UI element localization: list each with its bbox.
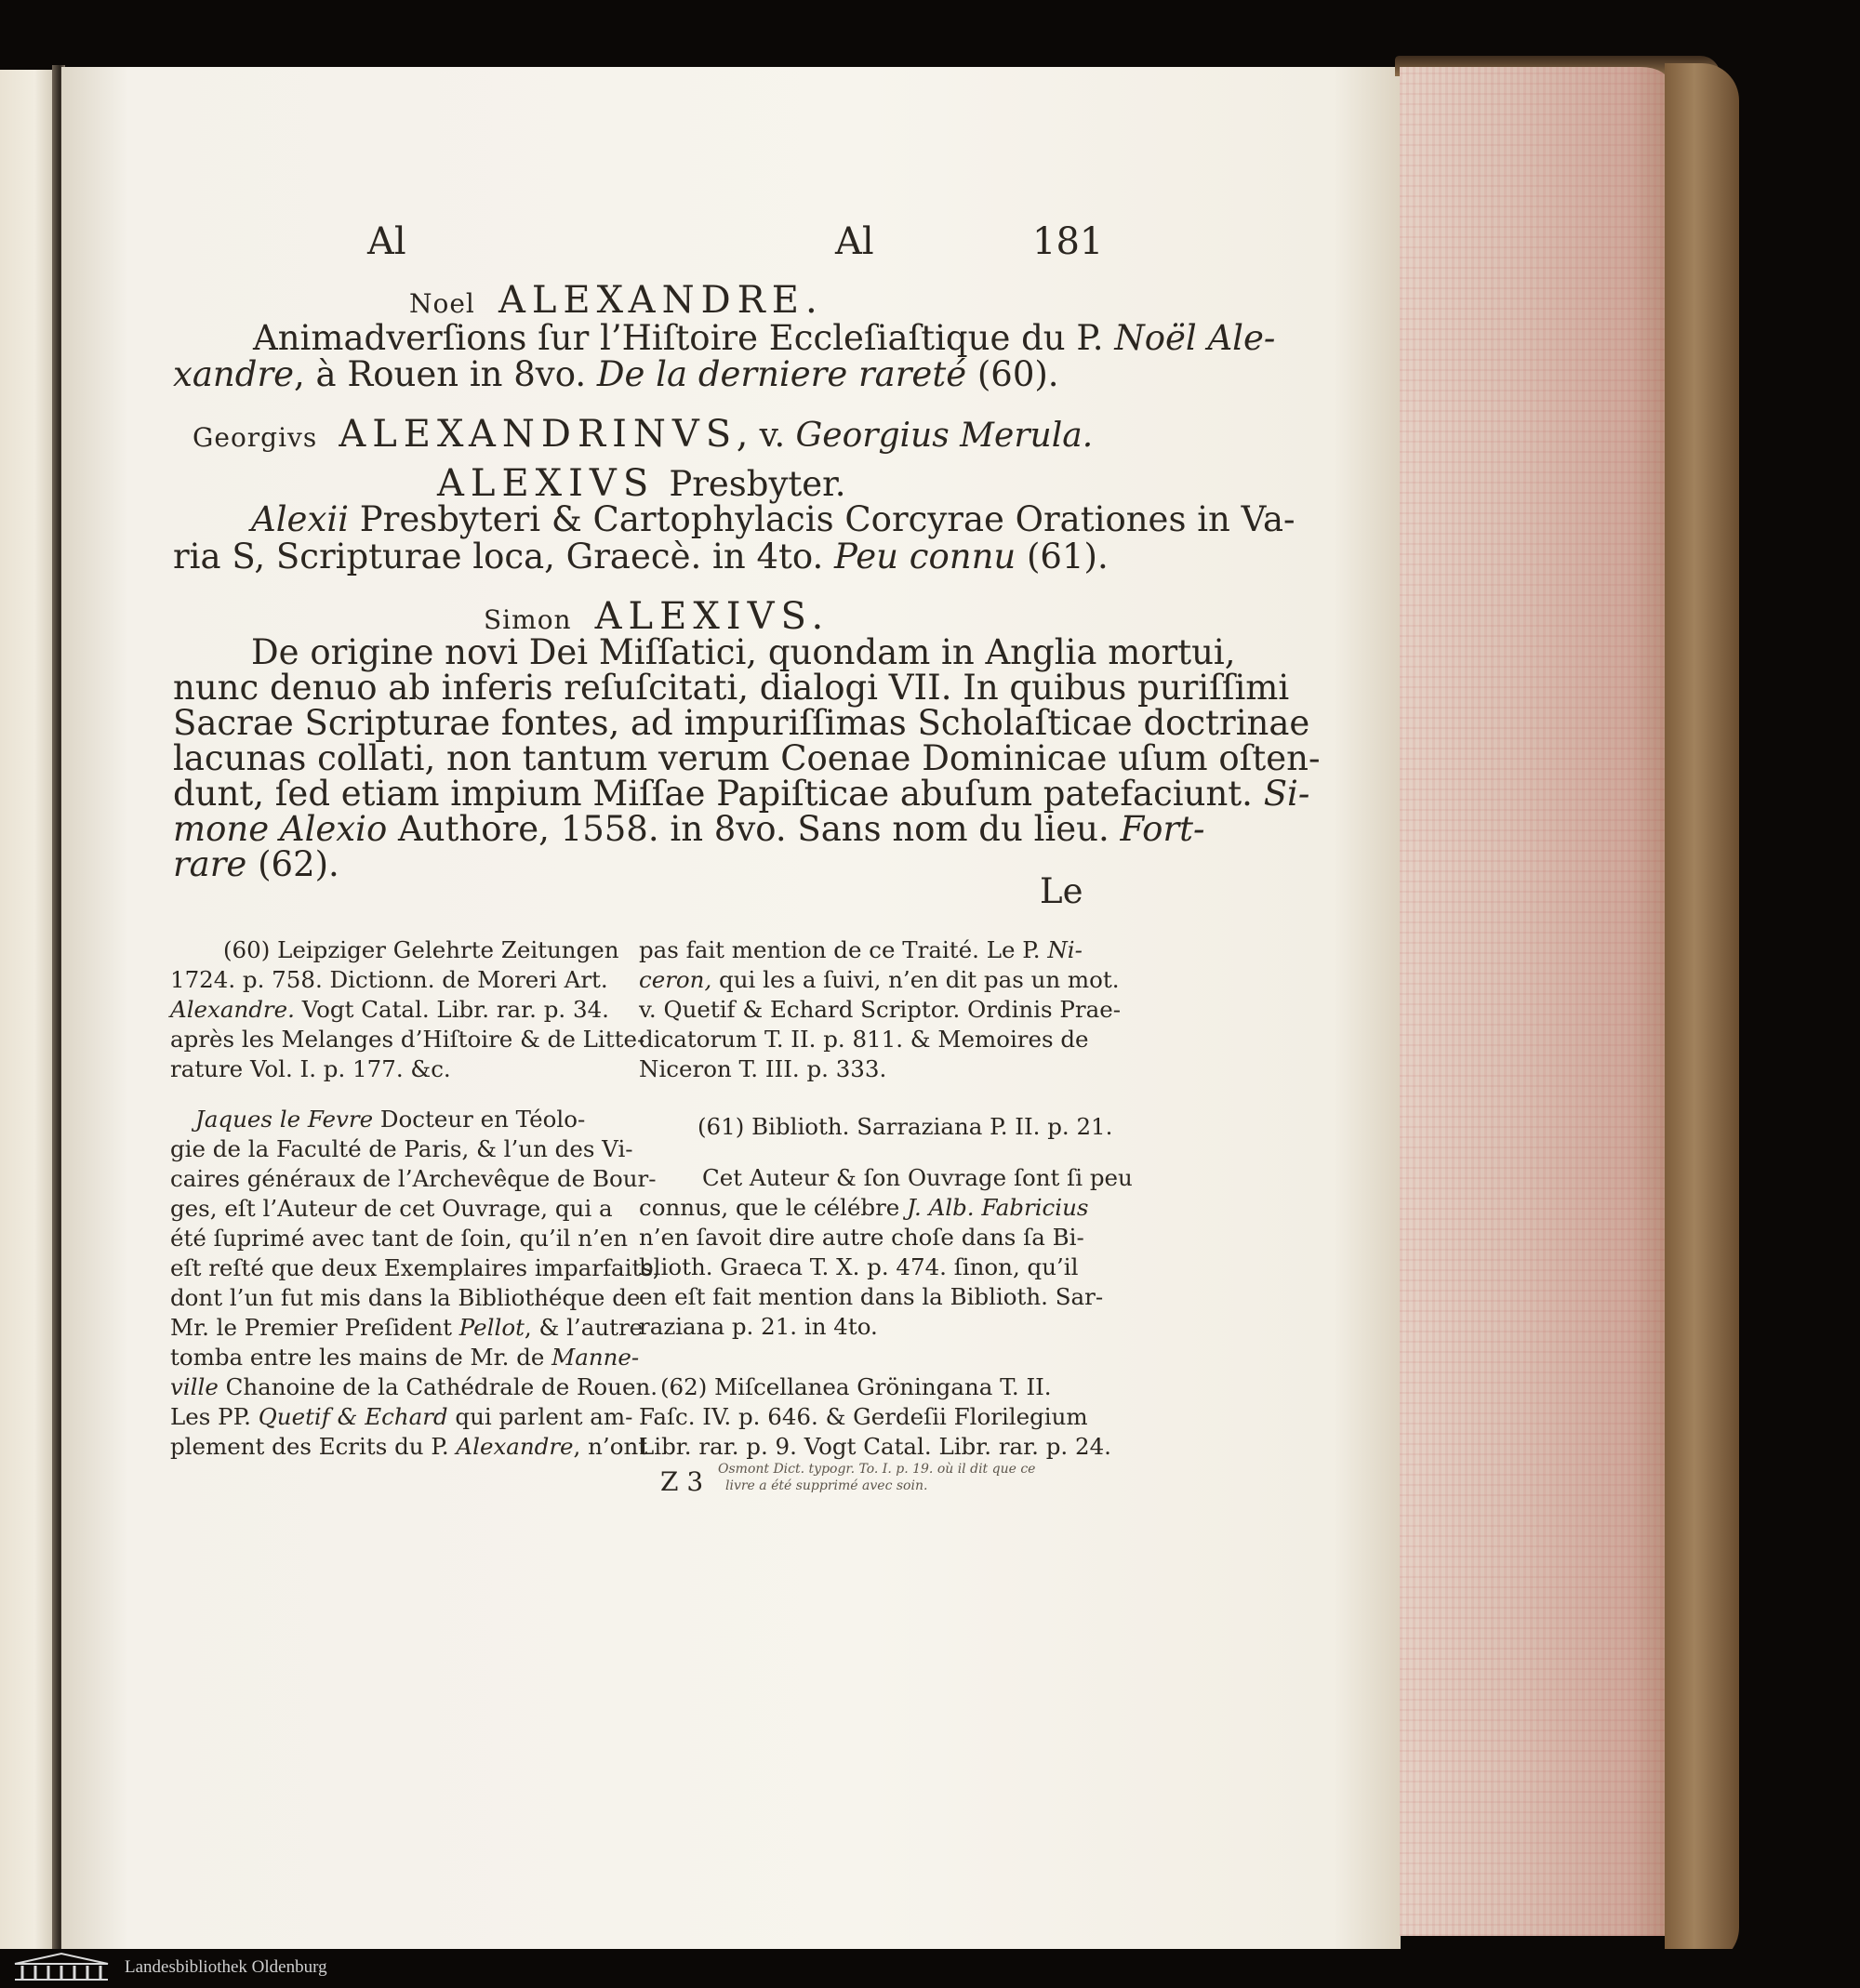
footnote-line: Niceron T. III. p. 333. xyxy=(639,1055,887,1082)
catchword: Le xyxy=(1040,871,1083,911)
handwritten-note-line: livre a été supprimé avec soin. xyxy=(725,1478,928,1493)
footnote-line: (62) Miſcellanea Gröningana T. II. xyxy=(660,1373,1052,1400)
running-head-left: Al xyxy=(367,220,406,263)
book-cover-spine xyxy=(1665,63,1739,1965)
footnote-line: été ſuprimé avec tant de ſoin, qu’il n’en xyxy=(170,1225,629,1252)
footnote-line: n’en ſavoit dire autre choſe dans ſa Bi- xyxy=(639,1224,1084,1251)
signature-mark: Z 3 xyxy=(660,1466,704,1497)
footnote-line: v. Quetif & Echard Scriptor. Ordinis Prae- xyxy=(639,996,1121,1023)
entry-line: ria S, Scripturae loca, Graecè. in 4to. Peu connu (61). xyxy=(173,537,1109,577)
page-block-edge xyxy=(1400,67,1669,1936)
heading-forename: Noel xyxy=(409,288,475,319)
entry-line: mone Alexio Authore, 1558. in 8vo. Sans nom du lieu. Fort- xyxy=(173,809,1205,849)
entry-line: rare (62). xyxy=(173,844,339,884)
heading-surname: ALEXANDRINVS, xyxy=(339,413,755,456)
left-page-edge xyxy=(0,70,58,1957)
footnote-line: (60) Leipziger Gelehrte Zeitungen xyxy=(223,936,619,963)
footnote-line: dont l’un fut mis dans la Bibliothéque de xyxy=(170,1284,641,1311)
running-head-center: Al xyxy=(835,220,874,263)
footnote-line: après les Melanges d’Hiſtoire & de Litte- xyxy=(170,1026,645,1053)
handwritten-note-line: Osmont Dict. typogr. To. I. p. 19. où il dit que ce xyxy=(718,1462,1036,1477)
footnote-line: ceron, qui les a ſuivi, n’en dit pas un mot. xyxy=(639,966,1120,993)
footnote-line: eſt reſté que deux Exemplaires imparfaits, xyxy=(170,1254,660,1281)
footnote-line: ges, eſt l’Auteur de cet Ouvrage, qui a xyxy=(170,1195,613,1222)
entry-line: Sacrae Scripturae fontes, ad impuriſſimas Scholaſticae doctrinae xyxy=(173,703,1310,743)
entry-line: De origine novi Dei Miſſatici, quondam in Anglia mortui, xyxy=(251,632,1236,672)
heading-forename: Georgivs xyxy=(193,422,318,453)
footnote-line: plement des Ecrits du P. Alexandre, n’ont xyxy=(170,1433,648,1460)
library-building-icon xyxy=(9,1951,113,1982)
entry-heading-georgius: Georgivs ALEXANDRINVS, v. Georgius Merula. xyxy=(193,413,1094,456)
entry-line: Animadverſions ſur l’Hiſtoire Eccleſiaſtique du P. Noël Ale- xyxy=(253,318,1276,358)
heading-surname: ALEXANDRE. xyxy=(498,279,824,322)
library-logo-text: Landesbibliothek Oldenburg xyxy=(125,1957,327,1977)
entry-heading-simon xyxy=(484,595,830,638)
footnote-line: en eſt fait mention dans la Biblioth. Sar- xyxy=(639,1283,1104,1310)
footnote-line: pas fait mention de ce Traité. Le P. Ni- xyxy=(639,936,1083,963)
entry-line: xandre, à Rouen in 8vo. De la derniere rareté (60). xyxy=(173,354,1059,394)
footnote-line: caires généraux de l’Archevêque de Bour- xyxy=(170,1165,657,1192)
entry-line: dunt, ſed etiam impium Miſſae Papiſticae abuſum patefaciunt. Si- xyxy=(173,774,1310,814)
footnote-line: Cet Auteur & ſon Ouvrage ſont ſi peu xyxy=(702,1164,1133,1191)
footnote-line: Alexandre. Vogt Catal. Libr. rar. p. 34. xyxy=(170,996,609,1023)
cross-reference: Georgius Merula. xyxy=(795,417,1094,455)
footnote-line: raziana p. 21. in 4to. xyxy=(639,1313,878,1340)
footnote-line: Libr. rar. p. 9. Vogt Catal. Libr. rar. p. 24. xyxy=(639,1433,1111,1460)
page-number: 181 xyxy=(1032,220,1104,263)
footnote-line: blioth. Graeca T. X. p. 474. ſinon, qu’il xyxy=(639,1253,1079,1280)
heading-surname: ALEXIVS xyxy=(437,462,656,505)
heading-surname: ALEXIVS. xyxy=(594,595,830,638)
footnote-line: 1724. p. 758. Dictionn. de Moreri Art. xyxy=(170,966,608,993)
heading-forename: Simon xyxy=(484,604,572,635)
footnote-line: rature Vol. I. p. 177. &c. xyxy=(170,1055,451,1082)
footnote-line: gie de la Faculté de Paris, & l’un des Vi- xyxy=(170,1135,633,1162)
footnote-line: Mr. le Premier Preſident Pellot, & l’autre xyxy=(170,1314,644,1341)
entry-line: nunc denuo ab inferis reſuſcitati, dialogi VII. In quibus puriſſimi xyxy=(173,668,1290,708)
footnote-line: Faſc. IV. p. 646. & Gerdeſii Florilegium xyxy=(639,1403,1088,1430)
footnote-line: dicatorum T. II. p. 811. & Memoires de xyxy=(639,1026,1089,1053)
footnote-line: tomba entre les mains de Mr. de Manne- xyxy=(170,1344,640,1371)
entry-heading-alexius: ALEXIVS Presbyter. xyxy=(437,462,846,505)
footnote-line: connus, que le célébre J. Alb. Fabricius xyxy=(639,1194,1089,1221)
entry-line: lacunas collati, non tantum verum Coenae Dominicae uſum oſten- xyxy=(173,738,1321,778)
footnote-line: Les PP. Quetif & Echard qui parlent am- xyxy=(170,1403,633,1430)
entry-heading-noel xyxy=(409,279,824,322)
footnote-line: (61) Biblioth. Sarraziana P. II. p. 21. xyxy=(698,1113,1113,1140)
entry-line: Alexii Presbyteri & Cartophylacis Corcyrae Orationes in Va- xyxy=(251,499,1295,539)
footnote-line: ville Chanoine de la Cathédrale de Rouen. xyxy=(170,1373,658,1400)
footnote-line: Jaques le Fevre Docteur en Téolo- xyxy=(195,1106,586,1133)
